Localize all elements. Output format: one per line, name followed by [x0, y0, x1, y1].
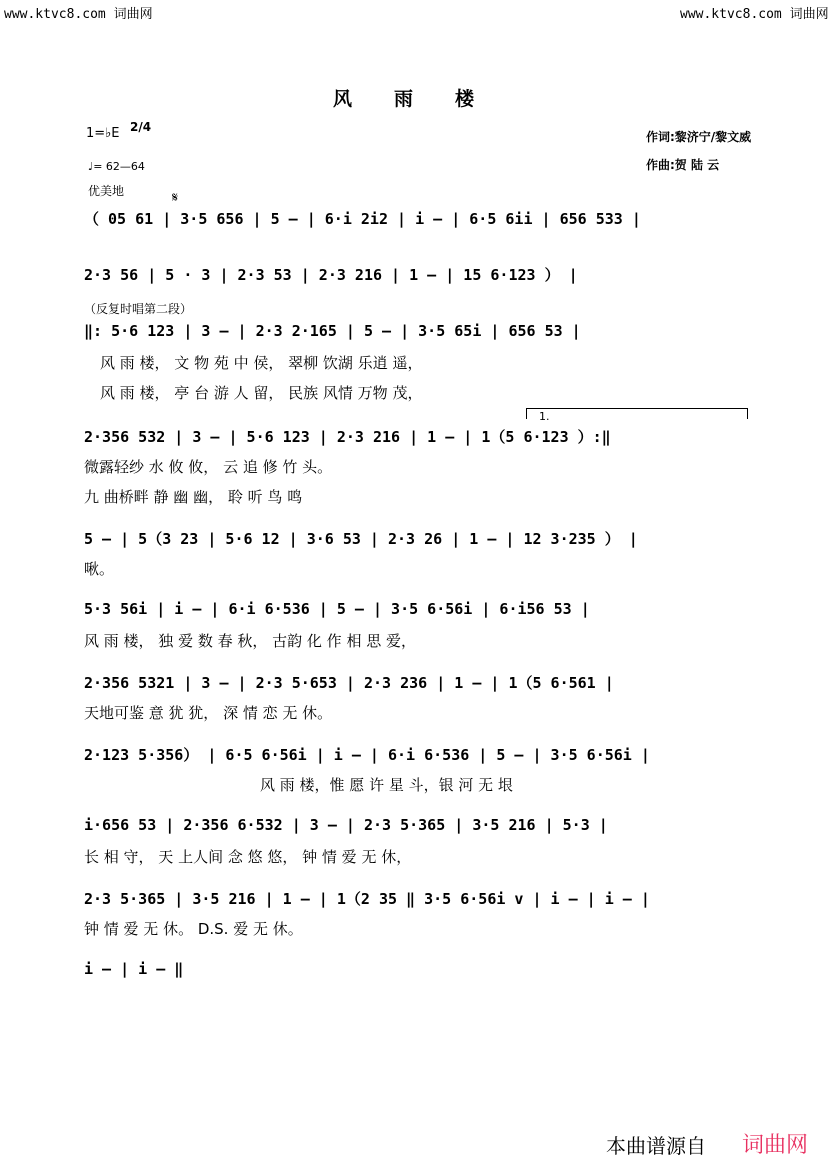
- score-line-6: 5·3 56i | i — | 6·i 6·536 | 5 — | 3·5 6·56i | 6·i56 53 |: [84, 600, 590, 618]
- volta-bracket: [526, 408, 748, 419]
- footer-source-text: 本曲谱源自: [606, 1134, 706, 1158]
- composer-credit: 作曲:贺 陆 云: [646, 158, 720, 172]
- time-signature: [130, 121, 151, 134]
- watermark-left: www.ktvc8.com 词曲网: [4, 7, 153, 22]
- score-line-5: 5 — | 5（3 23 | 5·6 12 | 3·6 53 | 2·3 26 | 1 — | 12 3·235 ） |: [84, 530, 638, 548]
- lyric-line-10: 钟 情 爱 无 休。 D.S. 爱 无 休。: [84, 920, 303, 938]
- score-line-11: i — | i — ‖: [84, 960, 184, 978]
- lyric-line-9: 长 相 守， 天 上人间 念 悠 悠， 钟 情 爱 无 休，: [84, 848, 412, 866]
- score-line-9: i·656 53 | 2·356 6·532 | 3 — | 2·3 5·365 | 3·5 216 | 5·3 |: [84, 816, 608, 834]
- lyricist-credit: 作词:黎济宁/黎文威: [646, 130, 752, 144]
- lyric-line-3a: 风 雨 楼， 文 物 苑 中 侯， 翠柳 饮湖 乐逍 遥，: [100, 354, 423, 372]
- score-line-8: 2·123 5·356） | 6·5 6·56i | i — | 6·i 6·536 | 5 — | 3·5 6·56i |: [84, 746, 650, 764]
- lyric-line-8: 风 雨 楼，惟 愿 许 星 斗，银 河 无 垠: [260, 776, 513, 794]
- score-line-2: 2·3 56 | 5 · 3 | 2·3 53 | 2·3 216 | 1 — | 15 6·123 ） |: [84, 266, 578, 284]
- lyric-line-5: 啾。: [84, 560, 115, 578]
- score-line-4: 2·356 532 | 3 — | 5·6 123 | 2·3 216 | 1 — | 1（5 6·123 ）:‖: [84, 428, 611, 446]
- key-signature: 1=♭E: [86, 126, 120, 141]
- lyric-line-3b: 风 雨 楼， 亭 台 游 人 留， 民族 风情 万物 茂，: [100, 384, 423, 402]
- score-line-1: （ 05 61 | 3·5 656 | 5 — | 6·i 2i2 | i — | 6·5 6ii | 656 533 |: [84, 210, 641, 228]
- time-signature-text: 2/4: [130, 120, 152, 134]
- segno-icon: 𝄋: [172, 190, 179, 206]
- volta-label: 1.: [539, 410, 550, 423]
- watermark-right: www.ktvc8.com 词曲网: [680, 7, 829, 22]
- lyric-line-6: 风 雨 楼， 独 爱 数 春 秋， 古韵 化 作 相 思 爱，: [84, 632, 416, 650]
- tempo-marking: ♩= 62—64: [88, 160, 145, 173]
- score-line-3: ‖: 5·6 123 | 3 — | 2·3 2·165 | 5 — | 3·5 65i | 656 53 |: [84, 322, 581, 340]
- expression-marking: 优美地: [88, 184, 125, 198]
- lyric-line-4a: 微露轻纱 水 攸 攸， 云 追 修 竹 头。: [84, 458, 333, 476]
- lyric-line-4b: 九 曲桥畔 静 幽 幽， 聆 听 鸟 鸣: [84, 488, 303, 506]
- score-line-10: 2·3 5·365 | 3·5 216 | 1 — | 1（2 35 ‖ 3·5 6·56i v | i — | i — |: [84, 890, 650, 908]
- score-line-7: 2·356 5321 | 3 — | 2·3 5·653 | 2·3 236 | 1 — | 1（5 6·561 |: [84, 674, 614, 692]
- lyric-line-7: 天地可鉴 意 犹 犹， 深 情 恋 无 休。: [84, 704, 333, 722]
- footer-site-link[interactable]: 词曲网: [742, 1133, 809, 1158]
- page-title: 风雨楼: [333, 88, 517, 110]
- repeat-instruction: （反复时唱第二段）: [84, 302, 193, 316]
